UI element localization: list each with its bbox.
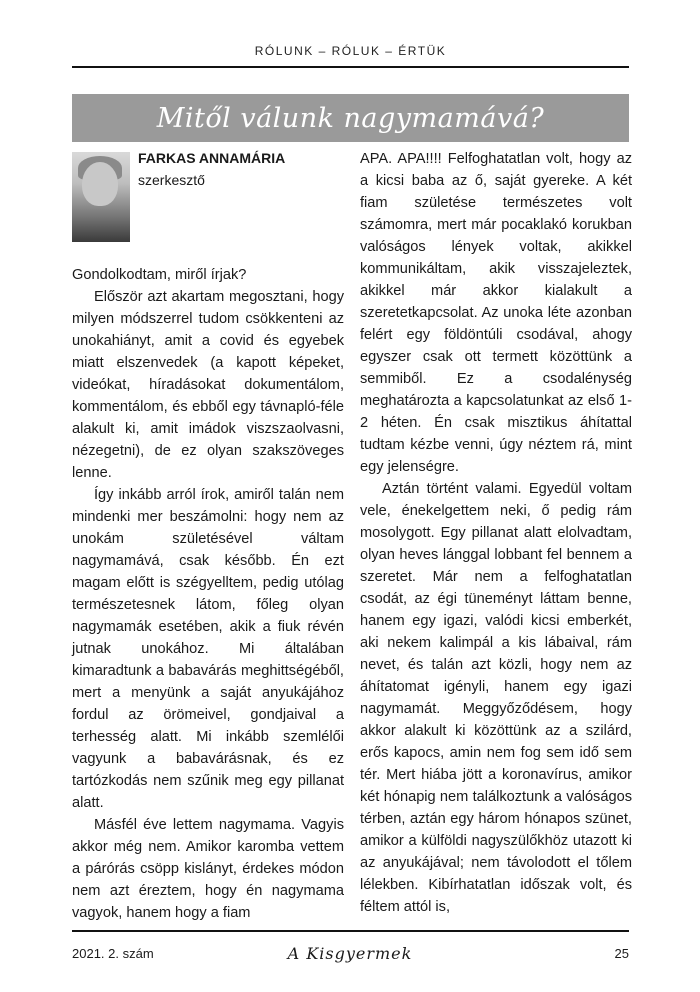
paragraph: Aztán történt valami. Egyedül voltam vele, énekelgettem neki, ő pedig rám mosolygott. Egy pillanat alatt elolvadtam, olyan heves lánggal lobbant fel bennem a szeretet. Már nem a felfoghatatlan csodát, az égi tüneményt láttam benne, hanem egy igazi, valódi kicsi emberkét, aki nekem kalimpál a kis lábaival, rám nevet, és talán azt közli, hogy nem az áhítatomat igényli, hanem egy igazi nagymamát. Meggyőződésem, hogy akkor alakult ki közöttünk az a szilárd, erős kapocs, amin nem fog sem idő sem tér. Mert hiába jött a koronavírus, amikor két hónapig nem találkoztunk a valóságos térben, aztán egy három hónapos szünet, amikor a külföldi nagyszülőkhöz utazott ki az anyukájával; nem távolodott el tőlem lélekben. Kibírhatatlan időszak volt, és féltem attól is, — [360, 481, 632, 915]
article-title: Mitől válunk nagymamává? — [156, 102, 545, 134]
bottom-rule — [72, 930, 629, 932]
right-column — [360, 148, 632, 918]
author-name: FARKAS ANNAMÁRIA — [138, 150, 286, 166]
photo-face — [82, 162, 118, 206]
left-column — [72, 148, 344, 924]
paragraph: APA. APA!!!! Felfoghatatlan volt, hogy az a kicsi baba az ő, saját gyereke. A két fiam születése természetes volt számomra, mert már pocaklakó korukban valóságos lények voltak, akikkel kommunikáltam, akik visszajeleztek, akikkel már akkor kialakult a szeretetkapcsolat. Az unoka léte azonban felért egy földöntúli csodával, ahogy egyszer csak ott termett közöttünk a semmiből. Ez a csodalénység meghatározta a kapcsolatunkat az első 1-2 héten. Én csak misztikus áhítattal tudtam kézbe venni, úgy néztem rá, mint egy jelenségre. — [360, 151, 632, 475]
author-role: szerkesztő — [138, 172, 205, 188]
paragraph: Másfél éve lettem nagymama. Vagyis akkor még nem. Amikor karomba vettem a párórás csöpp kislányt, érdekes módon nem azt éreztem, hogy én nagymama vagyok, hanem hogy a fiam — [72, 817, 344, 921]
issue-label: 2021. 2. szám — [72, 946, 154, 961]
section-header: RÓLUNK – RÓLUK – ÉRTÜK — [254, 44, 447, 58]
page-number: 25 — [614, 946, 629, 961]
author-photo — [72, 152, 130, 242]
title-bar — [72, 94, 629, 142]
magazine-name: A Kisgyermek — [287, 944, 413, 963]
top-rule — [72, 66, 629, 68]
paragraph: Így inkább arról írok, amiről talán nem mindenki mer beszámolni: hogy nem az unokám születésével váltam nagymamává, csak később. Én ezt magam előtt is szégyelltem, pedig utólag természetesnek látom, főleg olyan nagymamák esetében, akik a fiuk révén jutnak unokához. Mi általában kimaradtunk a babavárás meghittségéből, mert a menyünk a saját anyukájához fordul az örömeivel, gondjaival a terhesség alatt. Mi inkább szemlélői vagyunk a babavárásnak, és ez tartózkodás nem szűnik meg egy pillanat alatt. — [72, 487, 344, 811]
paragraph: Először azt akartam megosztani, hogy milyen módszerrel tudom csökkenteni az unokahiányt, amit a covid és egyebek miatt elszenvedek (a kapott képeket, videókat, híradásokat dokumentálom, kommentálom, és ebből egy távnapló-féle alakult ki, amit imádok viszszaolvasni, nézegetni), de ez olyan szakszöveges lenne. — [72, 289, 344, 481]
author-block — [72, 148, 344, 246]
paragraph: Gondolkodtam, miről írjak? — [72, 267, 247, 283]
